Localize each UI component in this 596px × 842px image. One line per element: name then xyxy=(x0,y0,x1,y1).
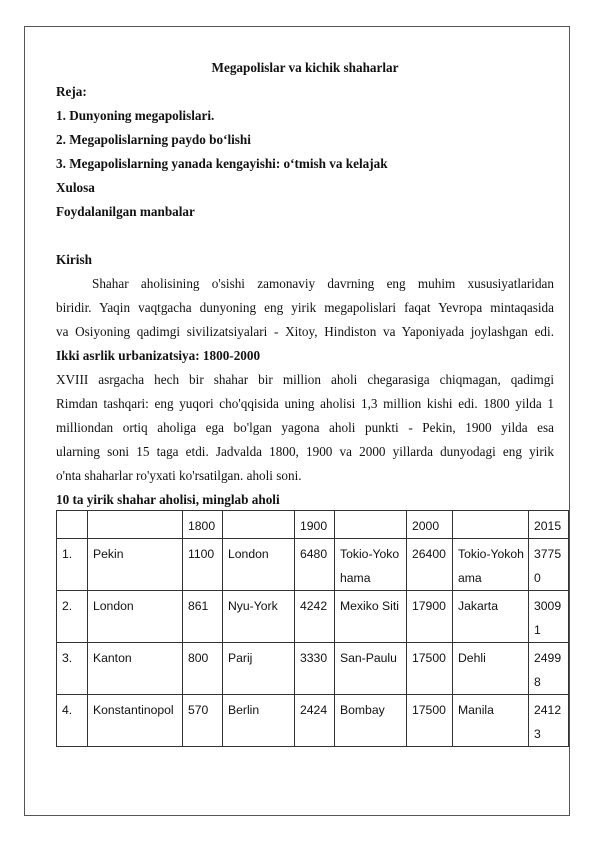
table-cell: Pekin xyxy=(88,539,183,591)
plan-item: Xulosa xyxy=(56,180,95,195)
table-cell xyxy=(223,511,295,539)
table-row xyxy=(57,695,569,747)
table-cell: 2000 xyxy=(407,511,453,539)
table-cell: Parij xyxy=(223,643,295,695)
intro-paragraph xyxy=(56,272,554,344)
table-cell: Berlin xyxy=(223,695,295,747)
intro-heading: Kirish xyxy=(56,252,92,267)
table-cell: Dehli xyxy=(453,643,529,695)
table-cell: Bombay xyxy=(335,695,407,747)
table-cell: San-Paulu xyxy=(335,643,407,695)
table-cell: 4. xyxy=(57,695,88,747)
table-caption: 10 ta yirik shahar aholisi, minglab aholi xyxy=(56,492,280,507)
table-cell: 2424 xyxy=(295,695,335,747)
paragraph-line: ularning soni 15 taga etdi. Jadvalda 1800, 1900 va 2000 yillarda dunyodagi eng yirik xyxy=(56,444,554,459)
population-table xyxy=(56,510,569,747)
table-cell xyxy=(88,511,183,539)
table-cell: 6480 xyxy=(295,539,335,591)
table-cell: Manila xyxy=(453,695,529,747)
table-cell: 1100 xyxy=(183,539,223,591)
paragraph-line: milliondan ortiq aholiga ega bo'lgan yagona aholi punkti - Pekin, 1900 yilda esa xyxy=(56,420,554,435)
table-cell: 2015 xyxy=(529,511,569,539)
table-cell: 17500 xyxy=(407,695,453,747)
table-cell: 26400 xyxy=(407,539,453,591)
table-cell: 24123 xyxy=(529,695,569,747)
paragraph-line: Rimdan tashqari: eng yuqori cho'qqisida uning aholisi 1,3 million kishi edi. 1800 yilda 1 xyxy=(56,396,554,411)
table-cell: 861 xyxy=(183,591,223,643)
section-paragraph xyxy=(56,368,554,488)
table-cell: 570 xyxy=(183,695,223,747)
plan-heading: Reja: xyxy=(56,84,87,99)
table-cell: 1900 xyxy=(295,511,335,539)
table-cell: 17900 xyxy=(407,591,453,643)
table-row xyxy=(57,591,569,643)
table-cell: 1800 xyxy=(183,511,223,539)
paragraph-line: XVIII asrgacha hech bir shahar bir million aholi chegarasiga chiqmagan, qadimgi xyxy=(56,372,554,387)
table-cell: Mexiko Siti xyxy=(335,591,407,643)
plan-item: 2. Megapolislarning paydo bo‘lishi xyxy=(56,132,251,147)
table-cell: 17500 xyxy=(407,643,453,695)
paragraph-line: o'nta shaharlar ro'yxati ko'rsatilgan. aholi soni. xyxy=(56,468,302,483)
table-cell: 2. xyxy=(57,591,88,643)
table-row xyxy=(57,539,569,591)
table-cell: 800 xyxy=(183,643,223,695)
plan-item: 1. Dunyoning megapolislari. xyxy=(56,108,215,123)
table-row xyxy=(57,643,569,695)
table-cell: Tokio-Yokohama xyxy=(453,539,529,591)
table-cell: 1. xyxy=(57,539,88,591)
plan-item: 3. Megapolislarning yanada kengayishi: o‘tmish va kelajak xyxy=(56,156,388,171)
table-cell: 4242 xyxy=(295,591,335,643)
table-cell xyxy=(57,511,88,539)
plan-item: Foydalanilgan manbalar xyxy=(56,204,195,219)
paragraph-line: Shahar aholisining o'sishi zamonaviy davrning eng muhim xususiyatlaridan xyxy=(92,276,554,291)
table-cell: London xyxy=(88,591,183,643)
table-cell: 3330 xyxy=(295,643,335,695)
paragraph-line: va Osiyoning qadimgi sivilizatsiyalari - Xitoy, Hindiston va Yaponiyada joylashgan edi. xyxy=(56,324,554,339)
table-cell: London xyxy=(223,539,295,591)
document-title: Megapolislar va kichik shaharlar xyxy=(211,60,399,75)
table-cell xyxy=(453,511,529,539)
table-cell: Nyu-York xyxy=(223,591,295,643)
document-body xyxy=(56,56,554,512)
table-cell: 37750 xyxy=(529,539,569,591)
table-cell: 30091 xyxy=(529,591,569,643)
table-cell: 3. xyxy=(57,643,88,695)
section-heading: Ikki asrlik urbanizatsiya: 1800-2000 xyxy=(56,348,261,363)
table-cell: Jakarta xyxy=(453,591,529,643)
table-cell: 24998 xyxy=(529,643,569,695)
table-cell xyxy=(335,511,407,539)
table-cell: Kanton xyxy=(88,643,183,695)
paragraph-line: biridir. Yaqin vaqtgacha dunyoning eng yirik megapolislari faqat Yevropa mintaqasida xyxy=(56,300,554,315)
table-header-row xyxy=(57,511,569,539)
table-cell: Tokio-Yokohama xyxy=(335,539,407,591)
table-cell: Konstantinopol xyxy=(88,695,183,747)
